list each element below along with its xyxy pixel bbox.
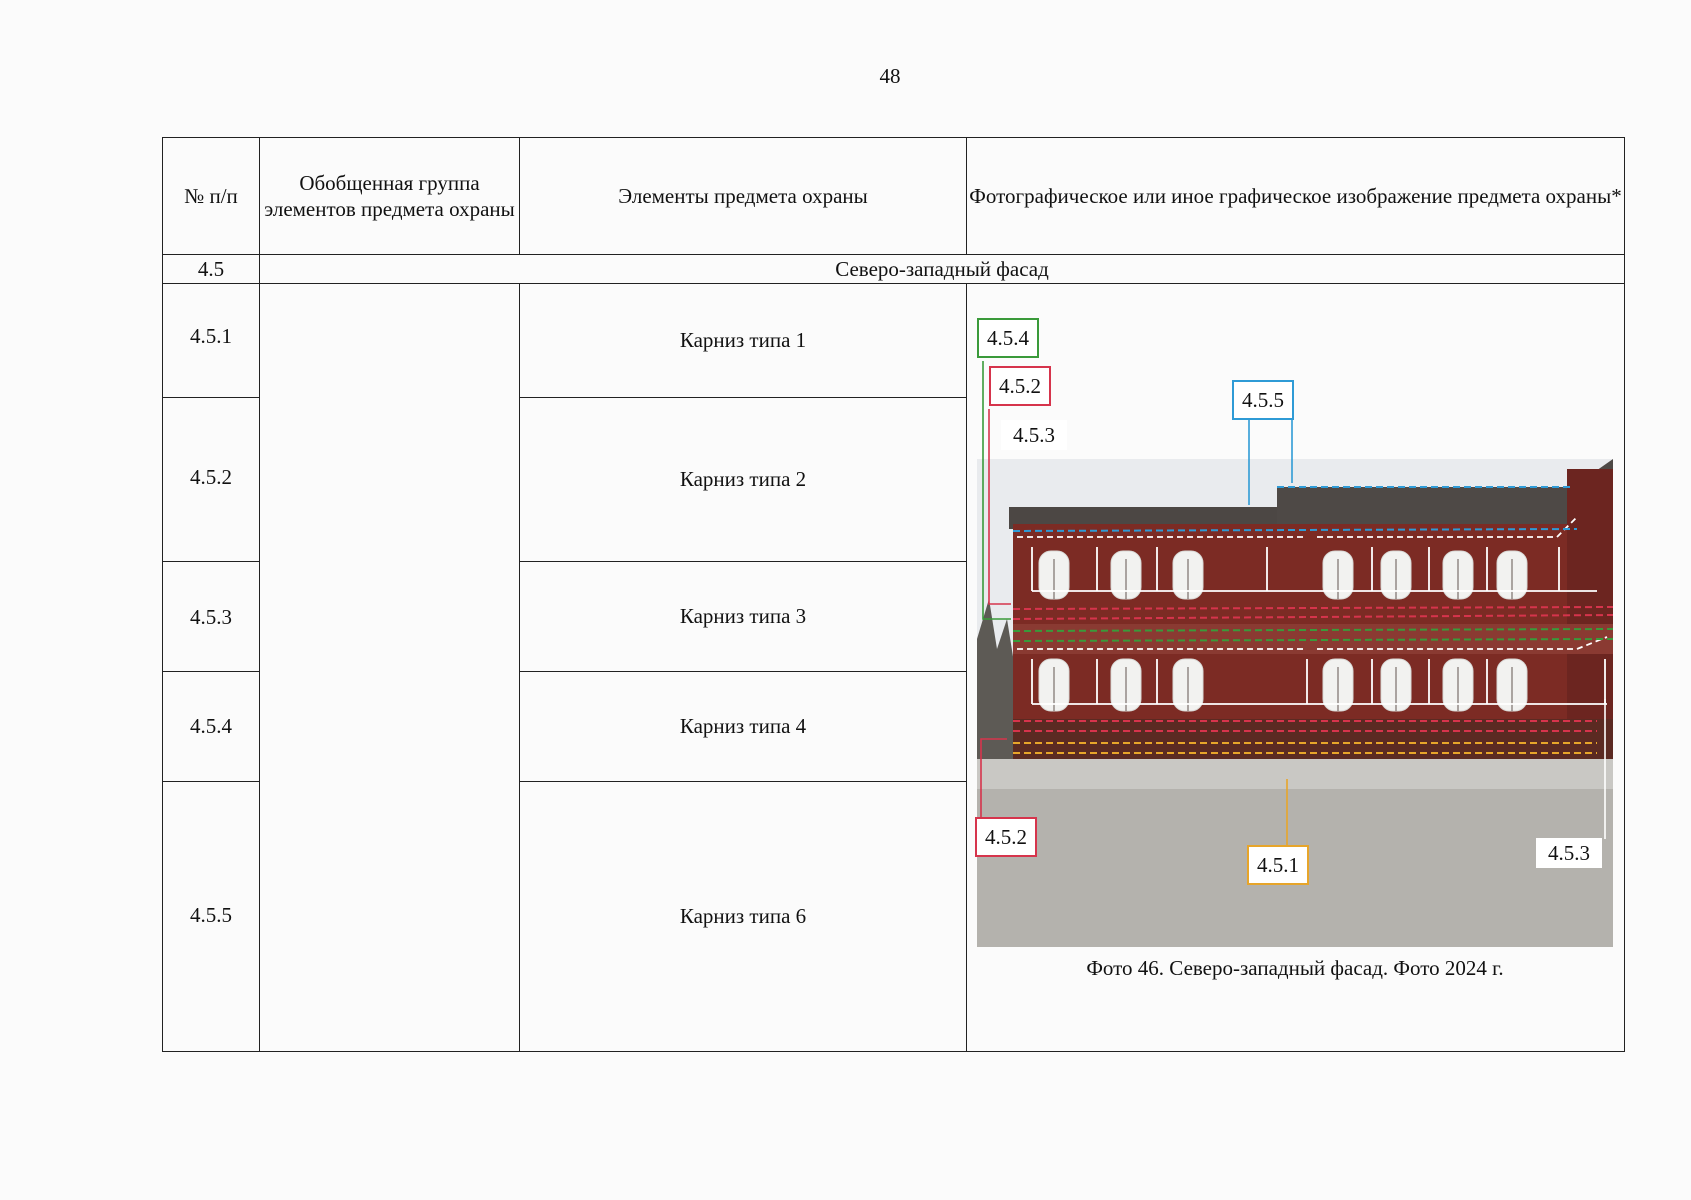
row-num: 4.5.2 [190,465,232,489]
callout-4-5-1: 4.5.1 [1247,845,1309,885]
header-num: № п/п [163,138,260,255]
figure-caption: Фото 46. Северо-западный фасад. Фото 2024 г. [1086,956,1504,980]
row-num-cell [163,398,260,562]
row-element: Карниз типа 4 [520,672,967,782]
row-element: Карниз типа 1 [520,284,967,398]
callout-4-5-5: 4.5.5 [1232,380,1294,420]
header-group: Обобщенная группа элементов предмета охраны [260,138,520,255]
row-num: 4.5.4 [190,714,232,738]
figure [967,284,1623,1044]
section-title: Северо-западный фасад [260,255,1625,284]
page-number: 48 [879,64,901,88]
callout-4-5-4: 4.5.4 [977,318,1039,358]
protection-table [162,137,1625,1052]
section-row [163,255,1625,284]
label-4-5-3-top: 4.5.3 [1001,420,1067,450]
row-num-cell [163,284,260,398]
group-cell-empty [260,284,520,1052]
row-num: 4.5.5 [190,903,232,927]
row-num: 4.5.3 [190,605,232,629]
callout-4-5-2-bottom: 4.5.2 [975,817,1037,857]
table-row [163,284,1625,398]
row-num-cell [163,782,260,1052]
row-num: 4.5.1 [190,324,232,348]
image-cell [967,284,1625,1052]
callout-4-5-2-top: 4.5.2 [989,366,1051,406]
header-image: Фотографическое или иное графическое изображение предмета охраны* [967,138,1625,255]
header-elements: Элементы предмета охраны [520,138,967,255]
row-element: Карниз типа 2 [520,398,967,562]
row-element: Карниз типа 3 [520,562,967,672]
table-header-row [163,138,1625,255]
label-4-5-3-bottom: 4.5.3 [1536,838,1602,868]
section-num: 4.5 [163,255,260,284]
row-num-cell [163,562,260,672]
row-element: Карниз типа 6 [520,782,967,1052]
row-num-cell [163,672,260,782]
